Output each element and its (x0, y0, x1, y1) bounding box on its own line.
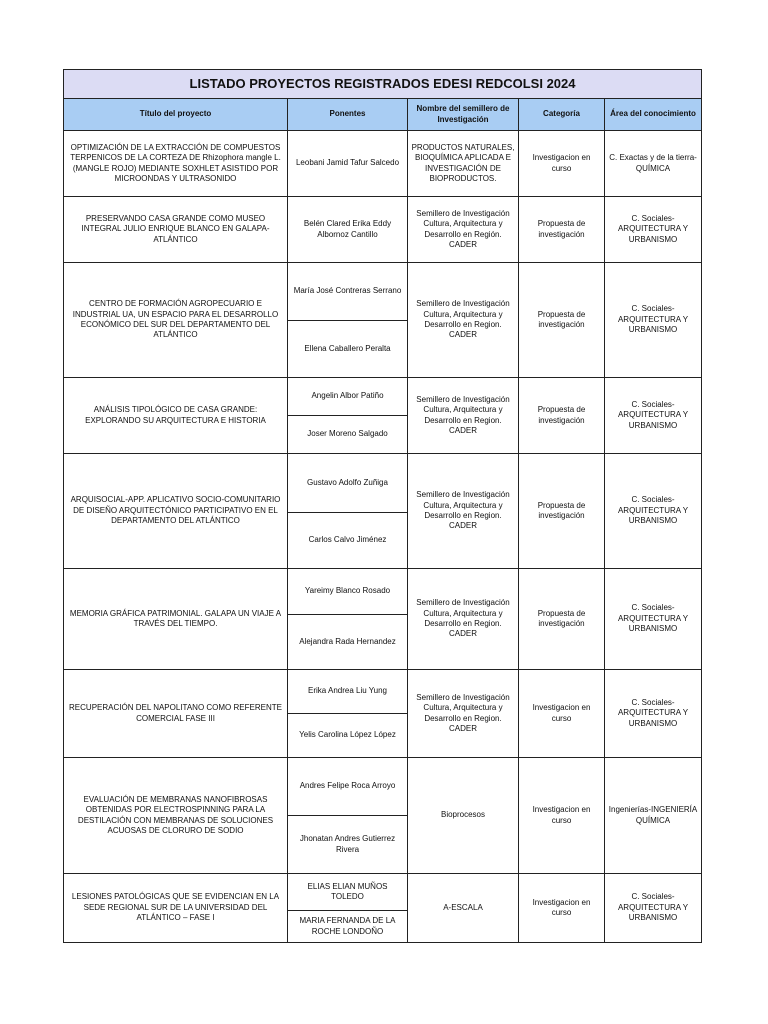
category-cell: Investigacion en curso (519, 758, 605, 874)
speaker-cell: Alejandra Rada Hernandez (288, 615, 408, 670)
area-cell: C. Sociales-ARQUITECTURA Y URBANISMO (605, 263, 702, 378)
speaker-cell: Carlos Calvo Jiménez (288, 513, 408, 569)
speaker-cell: Gustavo Adolfo Zuñiga (288, 454, 408, 513)
header-semillero: Nombre del semillero de Investigación (408, 99, 519, 131)
area-cell: Ingenierías-INGENIERÍA QUÍMICA (605, 758, 702, 874)
table-title: LISTADO PROYECTOS REGISTRADOS EDESI REDCOLSI 2024 (64, 70, 702, 99)
speaker-cell: Yareimy Blanco Rosado (288, 569, 408, 615)
area-cell: C. Exactas y de la tierra-QUÍMICA (605, 131, 702, 197)
project-title-cell: OPTIMIZACIÓN DE LA EXTRACCIÓN DE COMPUESTOS TERPENICOS DE LA CORTEZA DE Rhizophora mangle L. (MANGLE ROJO) MEDIANTE SOXHLET ASISTIDO POR MICROONDAS Y ULTRASONIDO (64, 131, 288, 197)
table-row (64, 670, 702, 714)
semillero-cell: Bioprocesos (408, 758, 519, 874)
project-title-cell: ARQUISOCIAL-APP. APLICATIVO SOCIO-COMUNITARIO DE DISEÑO ARQUITECTÓNICO PARTICIPATIVO EN EL DEPARTAMENTO DEL ATLÁNTICO (64, 454, 288, 569)
area-cell: C. Sociales-ARQUITECTURA Y URBANISMO (605, 197, 702, 263)
semillero-cell: Semillero de Investigación Cultura, Arquitectura y Desarrollo en Region. CADER (408, 378, 519, 454)
table-row (64, 197, 702, 263)
category-cell: Propuesta de investigación (519, 454, 605, 569)
speaker-cell: Leobani Jamid Tafur Salcedo (288, 131, 408, 197)
area-cell: C. Sociales-ARQUITECTURA Y URBANISMO (605, 454, 702, 569)
project-title-cell: LESIONES PATOLÓGICAS QUE SE EVIDENCIAN EN LA SEDE REGIONAL SUR DE LA UNIVERSIDAD DEL ATLÁNTICO – FASE I (64, 874, 288, 943)
category-cell: Propuesta de investigación (519, 263, 605, 378)
header-area: Área del conocimiento (605, 99, 702, 131)
category-cell: Investigacion en curso (519, 670, 605, 758)
speaker-cell: Angelin Albor Patiño (288, 378, 408, 416)
table-row (64, 263, 702, 321)
speaker-cell: Joser Moreno Salgado (288, 416, 408, 454)
table-row (64, 874, 702, 911)
project-title-cell: EVALUACIÓN DE MEMBRANAS NANOFIBROSAS OBTENIDAS POR ELECTROSPINNING PARA LA DESTILACIÓN CON MEMBRANAS DE SOLUCIONES ACUOSAS DE CLORURO DE SODIO (64, 758, 288, 874)
project-title-cell: PRESERVANDO CASA GRANDE COMO MUSEO INTEGRAL JULIO ENRIQUE BLANCO EN GALAPA-ATLÁNTICO (64, 197, 288, 263)
semillero-cell: PRODUCTOS NATURALES, BIOQUÍMICA APLICADA E INVESTIGACIÓN DE BIOPRODUCTOS. (408, 131, 519, 197)
table-row (64, 758, 702, 816)
project-title-cell: CENTRO DE FORMACIÓN AGROPECUARIO E INDUSTRIAL UA, UN ESPACIO PARA EL DESARROLLO ECONÓMICO DEL SUR DEL DEPARTAMENTO DEL ATLÁNTICO (64, 263, 288, 378)
header-speakers: Ponentes (288, 99, 408, 131)
speaker-cell: Yelis Carolina López López (288, 714, 408, 758)
category-cell: Investigacion en curso (519, 874, 605, 943)
speaker-cell: Belén Clared Erika Eddy Albornoz Cantillo (288, 197, 408, 263)
project-title-cell: MEMORIA GRÁFICA PATRIMONIAL. GALAPA UN VIAJE A TRAVÉS DEL TIEMPO. (64, 569, 288, 670)
semillero-cell: Semillero de Investigación Cultura, Arquitectura y Desarrollo en Región. CADER (408, 197, 519, 263)
project-title-cell: ANÁLISIS TIPOLÓGICO DE CASA GRANDE: EXPLORANDO SU ARQUITECTURA E HISTORIA (64, 378, 288, 454)
table-row (64, 378, 702, 416)
table-row (64, 454, 702, 513)
speaker-cell: ELIAS ELIAN MUÑOS TOLEDO (288, 874, 408, 911)
header-title: Título del proyecto (64, 99, 288, 131)
area-cell: C. Sociales-ARQUITECTURA Y URBANISMO (605, 569, 702, 670)
speaker-cell: Erika Andrea Liu Yung (288, 670, 408, 714)
semillero-cell: Semillero de Investigación Cultura, Arquitectura y Desarrollo en Region. CADER (408, 569, 519, 670)
area-cell: C. Sociales-ARQUITECTURA Y URBANISMO (605, 874, 702, 943)
speaker-cell: Ellena Caballero Peralta (288, 321, 408, 378)
header-category: Categoría (519, 99, 605, 131)
speaker-cell: Andres Felipe Roca Arroyo (288, 758, 408, 816)
semillero-cell: Semillero de Investigación Cultura, Arquitectura y Desarrollo en Region. CADER (408, 263, 519, 378)
project-title-cell: RECUPERACIÓN DEL NAPOLITANO COMO REFERENTE COMERCIAL FASE III (64, 670, 288, 758)
semillero-cell: A-ESCALA (408, 874, 519, 943)
area-cell: C. Sociales-ARQUITECTURA Y URBANISMO (605, 378, 702, 454)
category-cell: Propuesta de investigación (519, 197, 605, 263)
speaker-cell: María José Contreras Serrano (288, 263, 408, 321)
speaker-cell: MARIA FERNANDA DE LA ROCHE LONDOÑO (288, 911, 408, 943)
area-cell: C. Sociales-ARQUITECTURA Y URBANISMO (605, 670, 702, 758)
speaker-cell: Jhonatan Andres Gutierrez Rivera (288, 816, 408, 874)
semillero-cell: Semillero de Investigación Cultura, Arquitectura y Desarrollo en Region. CADER (408, 670, 519, 758)
category-cell: Investigacion en curso (519, 131, 605, 197)
category-cell: Propuesta de investigación (519, 569, 605, 670)
category-cell: Propuesta de investigación (519, 378, 605, 454)
table-row (64, 569, 702, 615)
projects-table (63, 69, 702, 943)
semillero-cell: Semillero de Investigación Cultura, Arquitectura y Desarrollo en Region. CADER (408, 454, 519, 569)
table-row (64, 131, 702, 197)
